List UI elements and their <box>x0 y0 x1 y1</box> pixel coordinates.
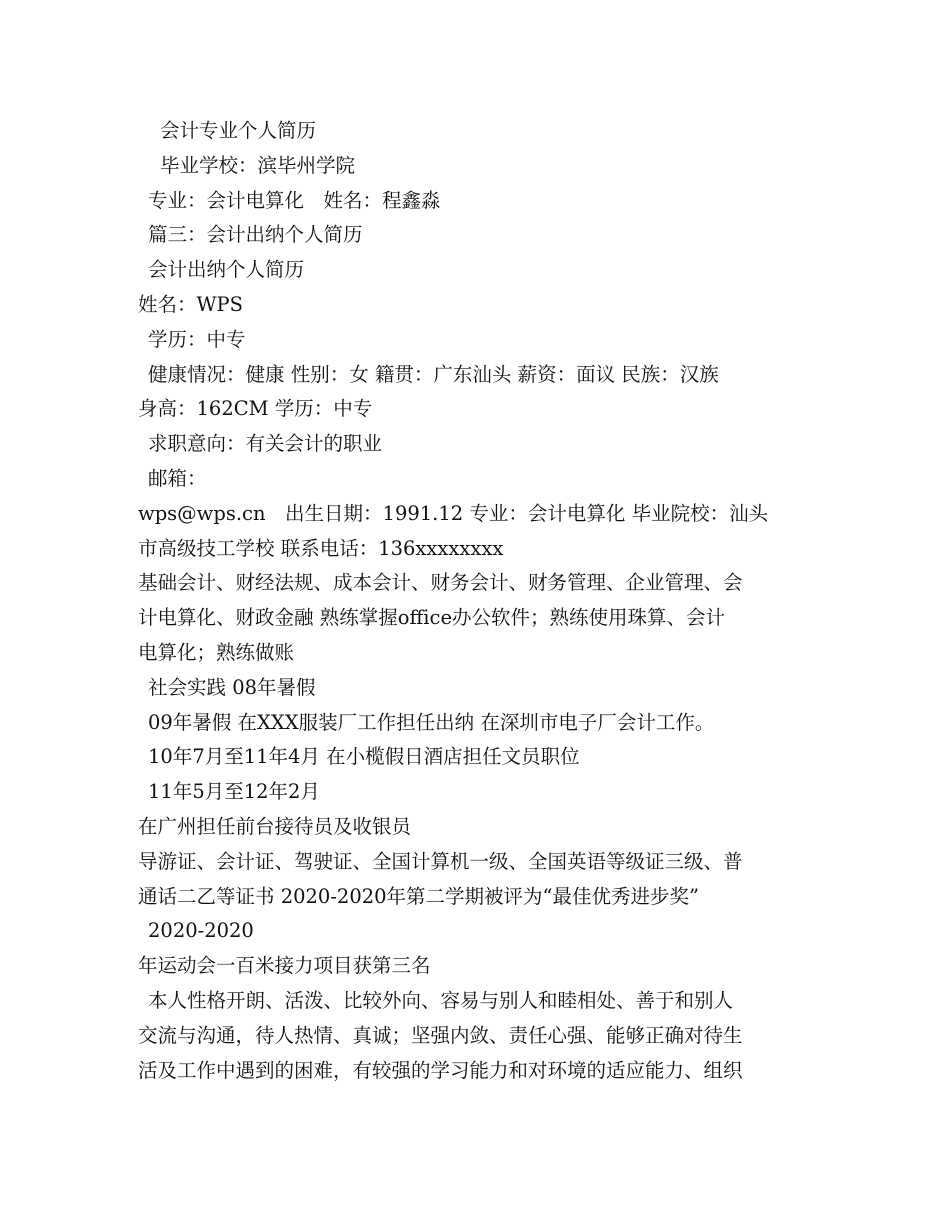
graduate-school-line: 毕业学校：滨毕州学院 <box>160 153 356 177</box>
certificates-line-2: 通话二乙等证书 2020-2020年第二学期被评为“最佳优秀进步奖” <box>138 884 699 908</box>
courses-line-2: 计电算化、财政金融 熟练掌握office办公软件；熟练使用珠算、会计 <box>138 606 725 630</box>
awards-line: 年运动会一百米接力项目获第三名 <box>138 954 431 978</box>
major-name-line: 专业：会计电算化 姓名：程鑫淼 <box>148 188 441 212</box>
job-intention-line: 求职意向：有关会计的职业 <box>148 432 383 456</box>
education-line: 学历：中专 <box>148 327 246 351</box>
self-evaluation-line-3: 活及工作中遇到的困难，有较强的学习能力和对环境的适应能力、组织 <box>138 1058 743 1082</box>
practice-line-3: 10年7月至11年4月 在小榄假日酒店担任文员职位 <box>148 745 580 769</box>
resume-subtitle: 会计出纳个人简历 <box>148 258 305 282</box>
practice-line-1: 社会实践 08年暑假 <box>148 675 316 699</box>
practice-line-2: 09年暑假 在XXX服装厂工作担任出纳 在深圳市电子厂会计工作。 <box>148 710 715 734</box>
contact-line-2: 市高级技工学校 联系电话：136xxxxxxxx <box>138 536 504 560</box>
name-line: 姓名：WPS <box>138 292 244 316</box>
self-evaluation-line-2: 交流与沟通，待人热情、真诚；坚强内敛、责任心强、能够正确对待生 <box>138 1023 743 1047</box>
resume-title: 会计专业个人简历 <box>160 119 317 142</box>
personal-info-line: 健康情况：健康 性别：女 籍贯：广东汕头 薪资：面议 民族：汉族 <box>148 362 719 386</box>
contact-line-1: wps@wps.cn 出生日期：1991.12 专业：会计电算化 毕业院校：汕头 <box>138 501 769 525</box>
courses-line-1: 基础会计、财经法规、成本会计、财务会计、财务管理、企业管理、会 <box>138 571 743 595</box>
certificates-line-1: 导游证、会计证、驾驶证、全国计算机一级、全国英语等级证三级、普 <box>138 849 743 873</box>
practice-line-4: 11年5月至12年2月 <box>148 780 320 804</box>
document-body <box>138 114 818 1088</box>
practice-line-5: 在广州担任前台接待员及收银员 <box>138 814 412 838</box>
height-education-line: 身高：162CM 学历：中专 <box>138 397 373 421</box>
awards-year-line: 2020-2020 <box>148 919 254 943</box>
email-label-line: 邮箱： <box>148 466 207 490</box>
self-evaluation-line-1: 本人性格开朗、活泼、比较外向、容易与别人和睦相处、善于和别人 <box>148 988 734 1012</box>
section-heading: 篇三：会计出纳个人简历 <box>148 223 363 247</box>
courses-line-3: 电算化；熟练做账 <box>138 640 295 664</box>
